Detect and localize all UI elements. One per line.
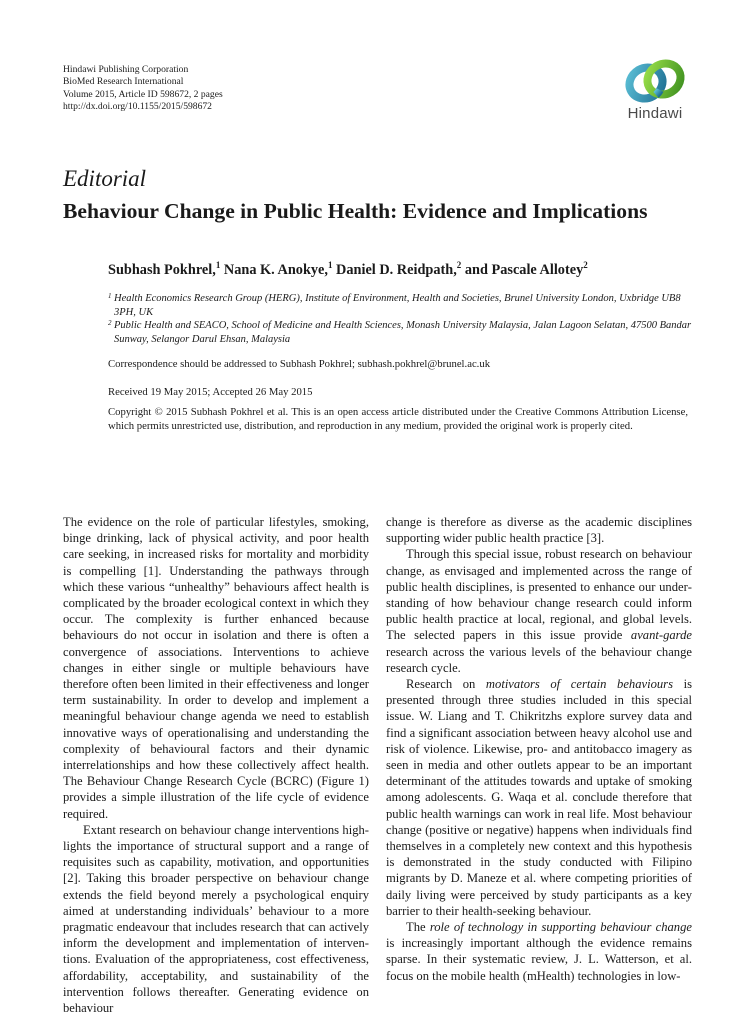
author: Daniel D. Reidpath,$^2$ <box>336 260 462 278</box>
paragraph: The role of technology in supporting behaviour change is increasingly important although the evidence remains sparse. In their systematic review, J. L. Watterson, et al. focus on the mobile health (mHealth) technologies in low- <box>386 920 692 983</box>
article-title: Behaviour Change in Public Health: Evidence and Implications <box>63 199 648 223</box>
article-type: Editorial <box>63 166 147 191</box>
doi-link[interactable]: http://dx.doi.org/10.1155/2015/598672 <box>63 100 212 112</box>
author: and Pascale Allotey$^2$ <box>464 260 588 278</box>
logo-text: Hindawi <box>627 105 683 122</box>
author: Subhash Pokhrel,$^1$ <box>108 260 221 278</box>
author: Nana K. Anokye,$^1$ <box>223 260 333 278</box>
volume-info: Volume 2015, Article ID 598672, 2 pages <box>63 88 223 100</box>
publisher-name: Hindawi Publishing Corporation <box>63 64 189 75</box>
interlocking-rings-icon <box>623 58 687 104</box>
paragraph: Extant research on behaviour change interventions highlights the importance of structural support and a range of requisites such as capability, motivation, and opportunities [2]. Taking this broader perspective on behaviour change extends the field beyond merely a psychological enquiry aimed at understanding individuals’ behaviour to a more pragmatic endeavour that includes research that can actively inform the development and implementation of interventions. Evaluation of the appropriateness, cost effectiveness, affordability, acceptability, and sustainability of the intervention follows thereafter. Generating evidence on behaviour <box>63 822 369 1016</box>
received-dates: Received 19 May 2015; Accepted 26 May 2015 <box>108 386 313 398</box>
publication-info <box>63 64 223 113</box>
body-column-left <box>63 514 369 1016</box>
correspondence: Correspondence should be addressed to Subhash Pokhrel; subhash.pokhrel@brunel.ac.uk <box>108 358 491 370</box>
body-column-right <box>386 514 692 984</box>
paragraph: Through this special issue, robust research on behaviour change, as envisaged and implemented across the range of public health disciplines, is presented to enhance our understanding of how behaviour change research could inform public health practice at local, regional, and global levels. The selected papers in this issue provide avant-garde research across the various levels of the behaviour change research cycle. <box>386 547 692 675</box>
hindawi-logo <box>618 58 692 128</box>
paragraph: change is therefore as diverse as the academic disciplines supporting wider public health practice [3]. <box>386 515 692 546</box>
journal-name: BioMed Research International <box>63 76 184 88</box>
affiliation: 2 Public Health and SEACO, School of Medicine and Health Sciences, Monash University Malaysia, Jalan Lagoon Selatan, 47500 Bandar Sunway, Selangor Darul Ehsan, Malaysia <box>108 319 692 345</box>
affiliation: 1 Health Economics Research Group (HERG), Institute of Environment, Health and Societies, Brunel University London, Uxbridge UB8 3PH, UK <box>108 292 681 318</box>
copyright-notice: Copyright © 2015 Subhash Pokhrel et al. This is an open access article distributed under the Creative Commons Attribution License, which permits unrestricted use, distribution, and reproduction in any medium, provided the original work is properly cited. <box>108 406 688 432</box>
author-list <box>108 262 588 279</box>
paragraph: The evidence on the role of particular lifestyles, smoking, binge drinking, lack of physical activity, and poor health care seeking, in increased risks for mortality and morbidity is compelling [1]. Understanding the pathways through which these various “unhealthy” behaviours affect health is complicated by the broader ecological context in which they occur. The complexity is further enhanced because behaviours do not occur in isolation and there is often a convergence of associations. Interventions to achieve changes in either single or multiple behaviours have therefore often been limited in their effectiveness and longer term sustainability. In order to develop and implement a meaningful behaviour change agenda we need to establish innovative ways of operationalising and understanding the complexity of behavioural factors and their dynamic interrelationships and how these collectively affect health. The Behaviour Change Research Cycle (BCRC) (Figure 1) provides a simple illustration of the life cycle of evidence required. <box>63 515 369 821</box>
paragraph: Research on motivators of certain behaviours is presented through three studies included in this special issue. W. Liang and T. Chikritzhs explore survey data and find a significant association between heavy alcohol use and risk of violence. Likewise, pro- and antitobacco imagery as seen in media and other outlets appear to be an important determinant of the attitudes towards and uptake of smoking among adolescents. G. Waqa et al. conclude therefore that public health warnings can work in real life. Most behaviour change (positive or negative) happens when individuals find themselves in a completely new context and this hypothesis is demonstrated in the study conducted with Filipino migrants by D. Maneze et al. where competing priorities of daily living were perceived by study participants as a key barrier to their health-seeking behaviour. <box>386 677 692 918</box>
affiliations <box>108 292 698 346</box>
